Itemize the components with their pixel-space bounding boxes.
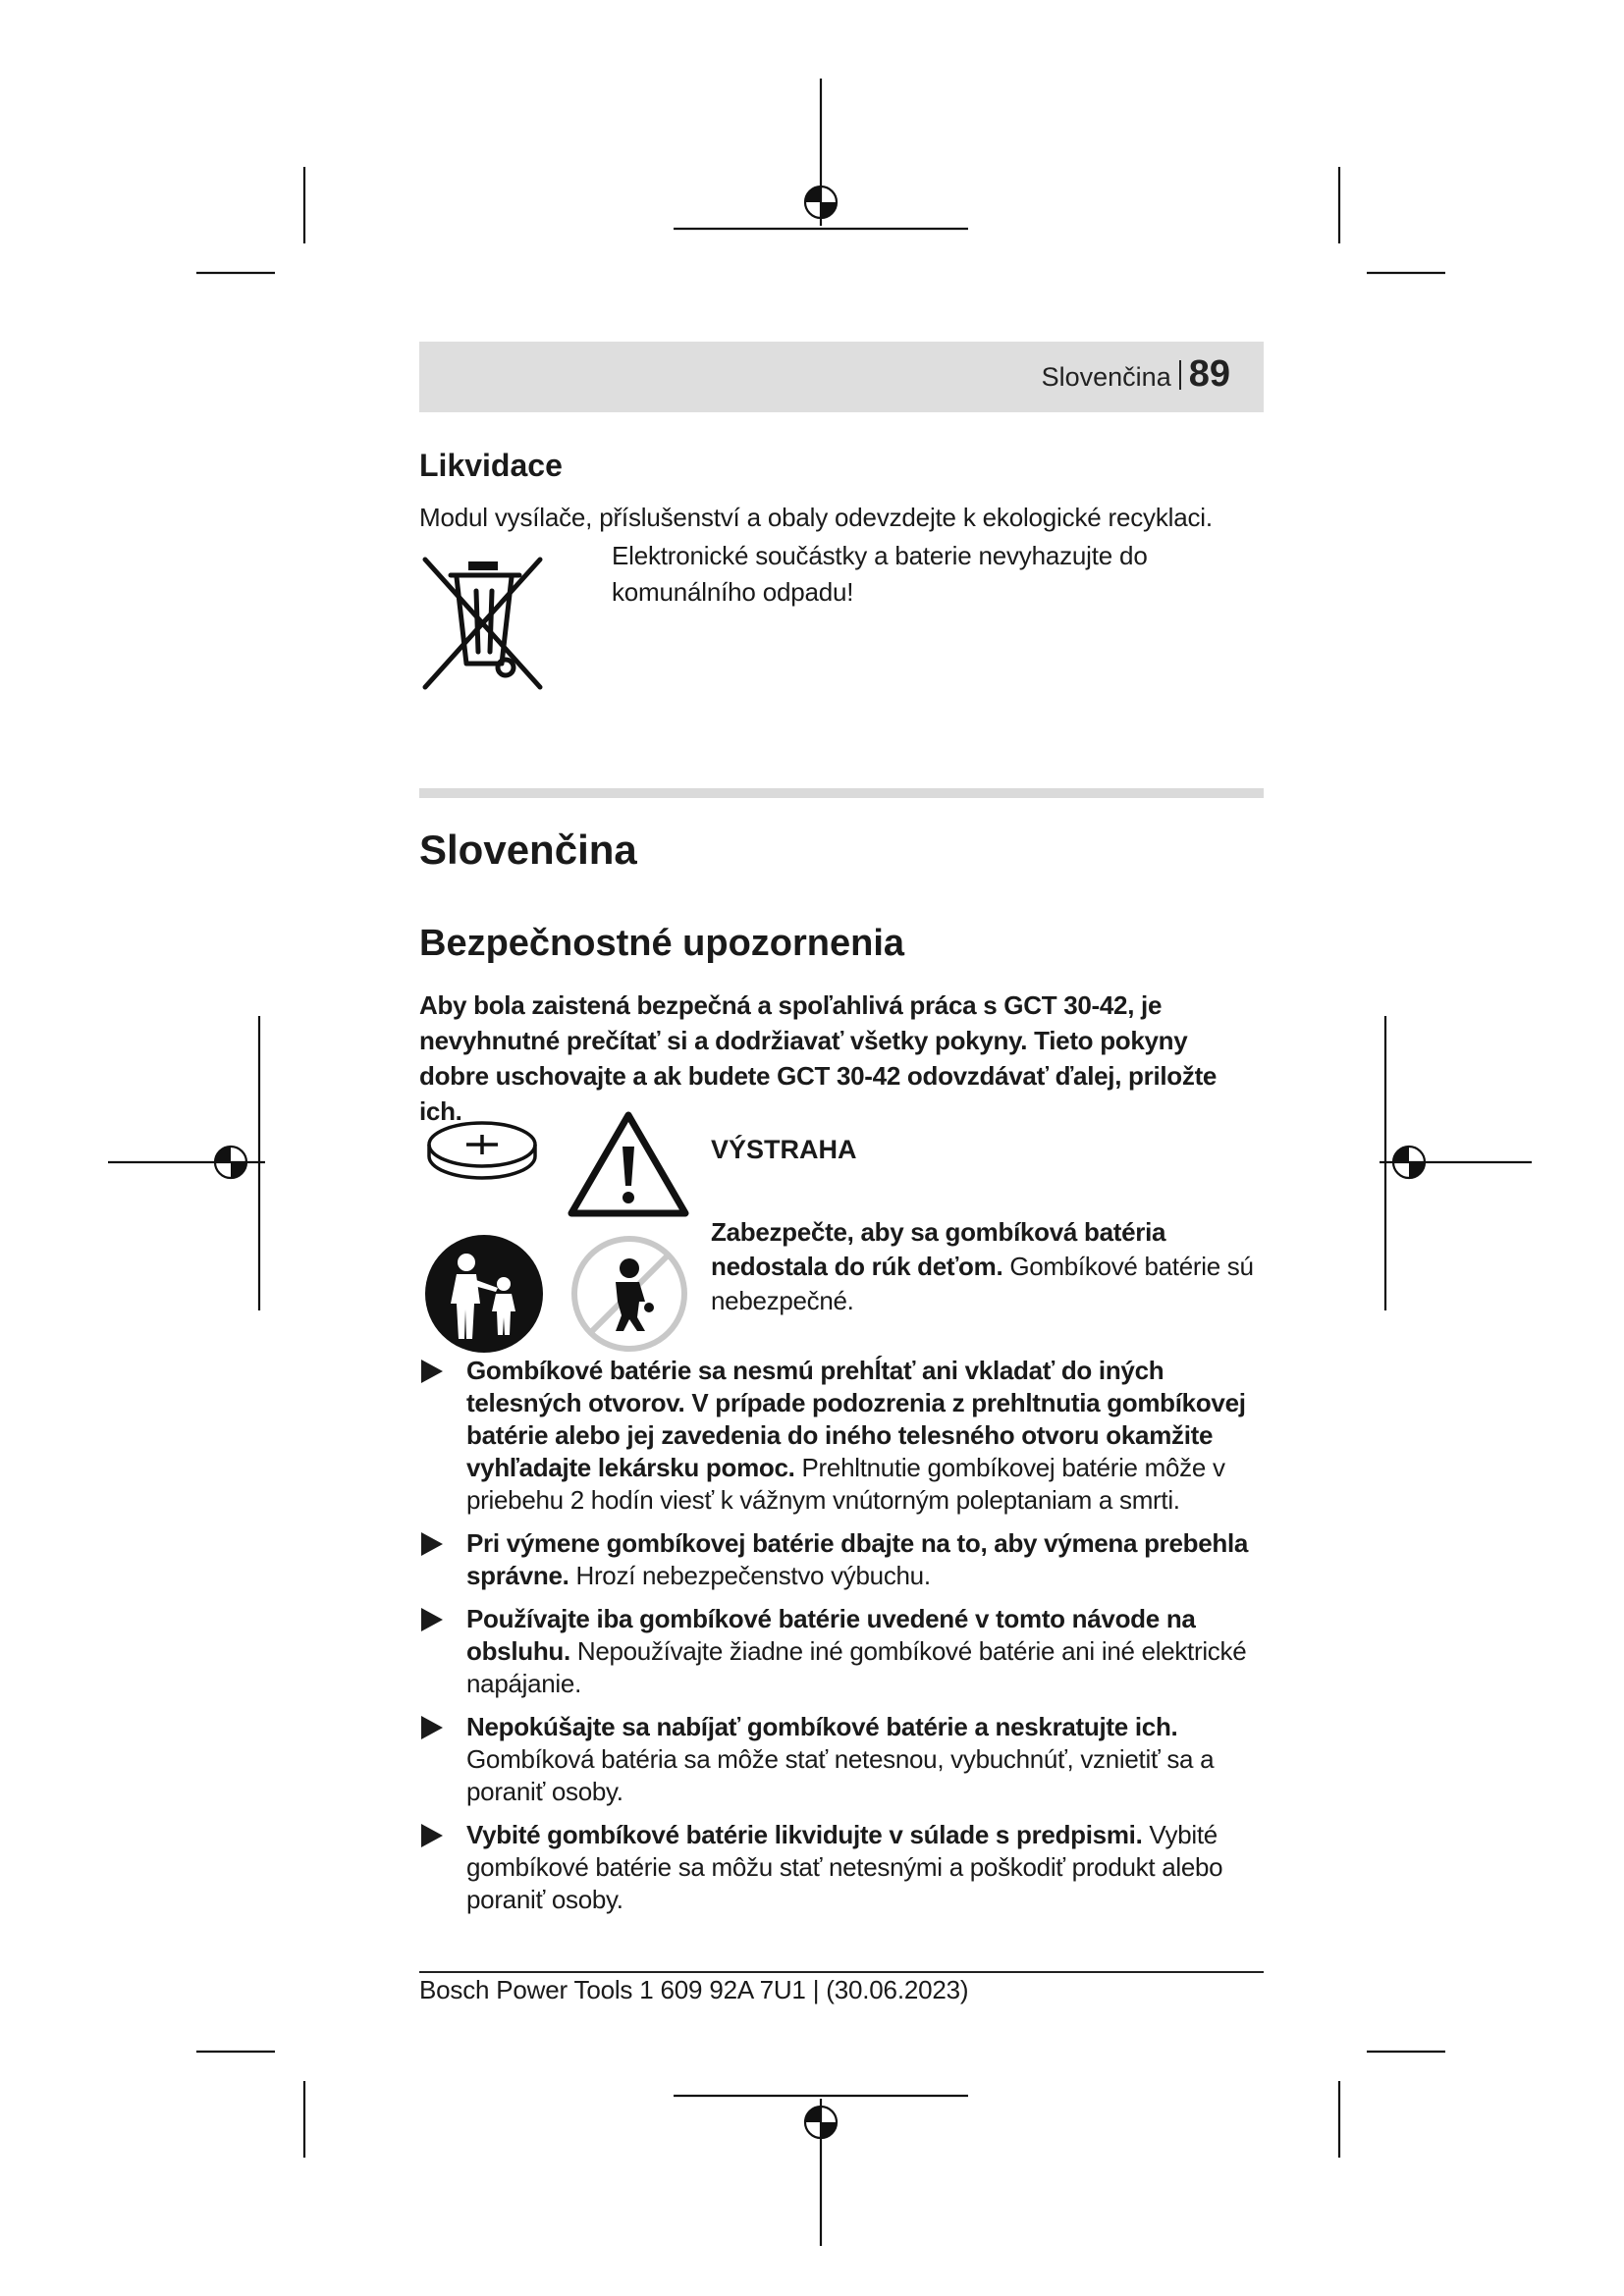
- header-separator: [1179, 360, 1181, 390]
- disposal-text-1: Modul vysílače, příslušenství a obaly odevzdejte k ekologické recyklaci.: [419, 503, 1213, 532]
- bullet-arrow-icon: [421, 1608, 443, 1631]
- bullet-bold: Používajte iba gombíkové batérie uvedené v tomto návode na obsluhu.: [466, 1604, 1196, 1666]
- bullet-bold: Vybité gombíkové batérie likvidujte v súlade s predpismi.: [466, 1820, 1143, 1849]
- page-header: [419, 342, 1264, 412]
- list-item: [419, 1527, 1266, 1592]
- bullet-arrow-icon: [421, 1532, 443, 1556]
- warning-bold: Zabezpečte, aby sa gombíková batéria nedostala do rúk deťom.: [711, 1217, 1166, 1281]
- footer-rule: [419, 1971, 1264, 1973]
- header-text: [1042, 353, 1230, 396]
- disposal-heading: Likvidace: [419, 448, 563, 483]
- bullet-bold: Nepokúšajte sa nabíjať gombíkové batérie a neskratujte ich.: [466, 1712, 1178, 1741]
- coin-battery-icon: [425, 1119, 539, 1184]
- keep-away-from-children-icon: [423, 1233, 545, 1355]
- page-footer: Bosch Power Tools 1 609 92A 7U1 | (30.06.2023): [419, 1975, 969, 2004]
- do-not-swallow-icon: [568, 1233, 690, 1355]
- page-number: 89: [1188, 353, 1230, 395]
- crossed-bin-icon: [417, 548, 550, 700]
- list-item: [419, 1819, 1266, 1916]
- warning-rest: Gombíkové batérie sú nebezpečné.: [711, 1252, 1254, 1315]
- section-divider: [419, 788, 1264, 798]
- bullet-text: Gombíková batéria sa môže stať netesnou, vybuchnúť, vznietiť sa a poraniť osoby.: [466, 1744, 1215, 1806]
- list-item: [419, 1603, 1266, 1700]
- header-section: Slovenčina: [1041, 362, 1171, 392]
- warning-triangle-icon: [566, 1109, 691, 1219]
- bullet-arrow-icon: [421, 1716, 443, 1739]
- bullet-arrow-icon: [421, 1824, 443, 1847]
- warning-title: VÝSTRAHA: [711, 1135, 857, 1164]
- bullet-bold: Gombíkové batérie sa nesmú prehĺtať ani vkladať do iných telesných otvorov. V prípade podozrenia z prehltnutia gombíkovej batérie alebo jej zavedenia do iného telesného otvoru okamžite vyhľadajte lekársku pomoc.: [466, 1356, 1246, 1482]
- language-heading: Slovenčina: [419, 827, 637, 873]
- disposal-text-2: Elektronické součástky a baterie nevyhazujte do komunálního odpadu!: [612, 541, 1148, 607]
- warning-text: [711, 1215, 1261, 1318]
- bullet-text: Prehltnutie gombíkovej batérie môže v priebehu 2 hodín viesť k vážnym vnútorným poleptaniam a smrti.: [466, 1453, 1225, 1515]
- bullet-text: Nepoužívajte žiadne iné gombíkové batérie ani iné elektrické napájanie.: [466, 1636, 1247, 1698]
- bullet-text: Vybité gombíkové batérie sa môžu stať netesnými a poškodiť produkt alebo poraniť osoby.: [466, 1820, 1223, 1914]
- list-item: [419, 1355, 1266, 1517]
- safety-heading: Bezpečnostné upozornenia: [419, 923, 905, 964]
- safety-bullet-list: [419, 1355, 1266, 1927]
- bullet-bold: Pri výmene gombíkovej batérie dbajte na to, aby výmena prebehla správne.: [466, 1528, 1249, 1590]
- bullet-arrow-icon: [421, 1360, 443, 1383]
- list-item: [419, 1711, 1266, 1808]
- safety-intro: Aby bola zaistená bezpečná a spoľahlivá práca s GCT 30-42, je nevyhnutné prečítať si a dodržiavať všetky pokyny. Tieto pokyny dobre uschovajte a ak budete GCT 30-42 odovzdávať ďalej, priložte ich.: [419, 990, 1218, 1126]
- bullet-text: Hrozí nebezpečenstvo výbuchu.: [568, 1561, 931, 1590]
